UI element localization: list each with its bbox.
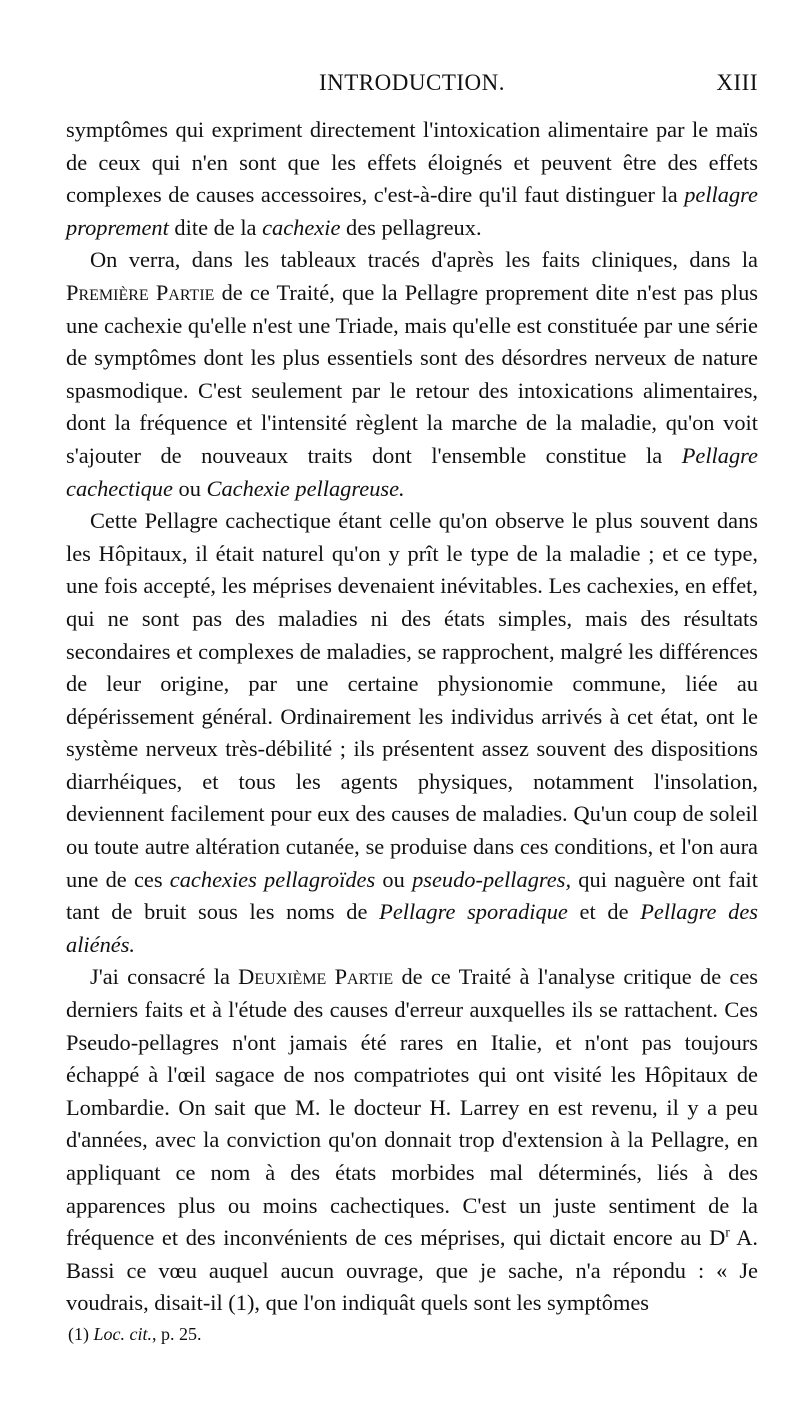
- page-number: XIII: [716, 70, 758, 95]
- italic-run: Cachexie pellagreuse.: [206, 475, 405, 501]
- text-run: de ce Traité à l'analyse critique de ces derniers faits et à l'étude des causes d'erreur auxquelles ils se rattachent. Ces Pseudo-pellagres n'ont jamais été rares en Italie, et n'ont pas toujours échappé à l'œil sagace de nos compatriotes qui ont visité les Hôpitaux de Lombardie. On sait que M. le docteur H. Larrey en est revenu, il y a peu d'années, avec la conviction qu'on donnait trop d'extension à la Pellagre, en appliquant ce nom à des états morbides mal déterminés, liés à des apparences plus ou moins cachectiques. C'est un juste sentiment de la fréquence et des inconvénients de ces méprises, qui dictait encore au D: [66, 964, 758, 1251]
- running-title: INTRODUCTION.: [318, 70, 505, 95]
- superscript-run: r: [725, 1224, 730, 1240]
- footnote-marker: (1): [68, 1323, 94, 1344]
- text-run: ou: [375, 866, 413, 892]
- italic-run: Pellagre sporadique: [379, 899, 568, 925]
- italic-run: pseudo-pellagres,: [412, 866, 572, 892]
- paragraph-2: [66, 244, 758, 505]
- italic-run: Pellagre des aliénés.: [66, 899, 759, 957]
- text-run: J'ai consacré la: [90, 964, 239, 990]
- book-page: [66, 70, 758, 1346]
- text-run: qui naguère ont fait tant de bruit sous les noms de: [66, 866, 758, 925]
- text-run: A. Bassi ce vœu auquel aucun ouvrage, que je sache, n'a répondu : « Je voudrais, disait-il (1), que l'on indiquât quels sont les symptômes: [66, 1225, 758, 1316]
- text-run: de ce Traité, que la Pellagre proprement dite n'est pas plus une cachexie qu'elle n'est une Triade, mais qu'elle est constituée par une série de symptômes dont les plus essentiels sont des désordres nerveux de nature spasmodique. C'est seulement par le retour des intoxications alimentaires, dont la fréquence et l'intensité règlent la marche de la maladie, qu'on voit s'ajouter de nouveaux traits dont l'ensemble constitue la: [66, 279, 758, 468]
- small-caps-run: Deuxième Partie: [238, 964, 394, 990]
- footnote: [66, 1322, 758, 1346]
- page-header: [66, 70, 758, 100]
- text-run: des pellagreux.: [340, 214, 482, 240]
- small-caps-run: Première Partie: [66, 279, 215, 305]
- italic-run: pellagre proprement: [66, 182, 758, 240]
- italic-run: cachexie: [262, 214, 341, 240]
- italic-run: Pellagre cachectique: [66, 442, 758, 501]
- text-run: On verra, dans les tableaux tracés d'après les faits cliniques, dans la: [90, 247, 758, 273]
- paragraph-3: [66, 505, 758, 961]
- text-run: Cette Pellagre cachectique étant celle qu'on observe le plus souvent dans les Hôpitaux, il était naturel qu'on y prît le type de la maladie ; et ce type, une fois accepté, les méprises devenaient inévitables. Les cachexies, en effet, qui ne sont pas des maladies ni des états simples, mais des résultats secondaires et complexes de maladies, se rapprochent, malgré les différences de leur origine, par une certaine physionomie commune, liée au dépérissement général. Ordinairement les individus arrivés à cet état, ont le système nerveux très-débilité ; ils présentent assez souvent des dispositions diarrhéiques, et tous les agents physiques, notamment l'insolation, deviennent facilement pour eux des causes de maladies. Qu'un coup de soleil ou toute autre altération cutanée, se produise dans ces conditions, et l'on aura une de ces: [66, 508, 758, 892]
- body-text: [66, 114, 758, 1320]
- text-run: et de: [567, 899, 641, 925]
- text-run: ou: [172, 475, 207, 501]
- italic-run: cachexies pellagroïdes: [169, 866, 376, 892]
- footnote-text: , p. 25.: [152, 1323, 202, 1344]
- paragraph-4: [66, 961, 758, 1320]
- text-run: symptômes qui expriment directement l'intoxication alimentaire par le maïs de ceux qui n'en sont que les effets éloignés et peuvent être des effets complexes de causes accessoires, c'est-à-dire qu'il faut distinguer la: [66, 117, 758, 208]
- paragraph-1: [66, 114, 758, 244]
- text-run: dite de la: [168, 214, 263, 240]
- footnote-italic: Loc. cit.: [93, 1323, 152, 1344]
